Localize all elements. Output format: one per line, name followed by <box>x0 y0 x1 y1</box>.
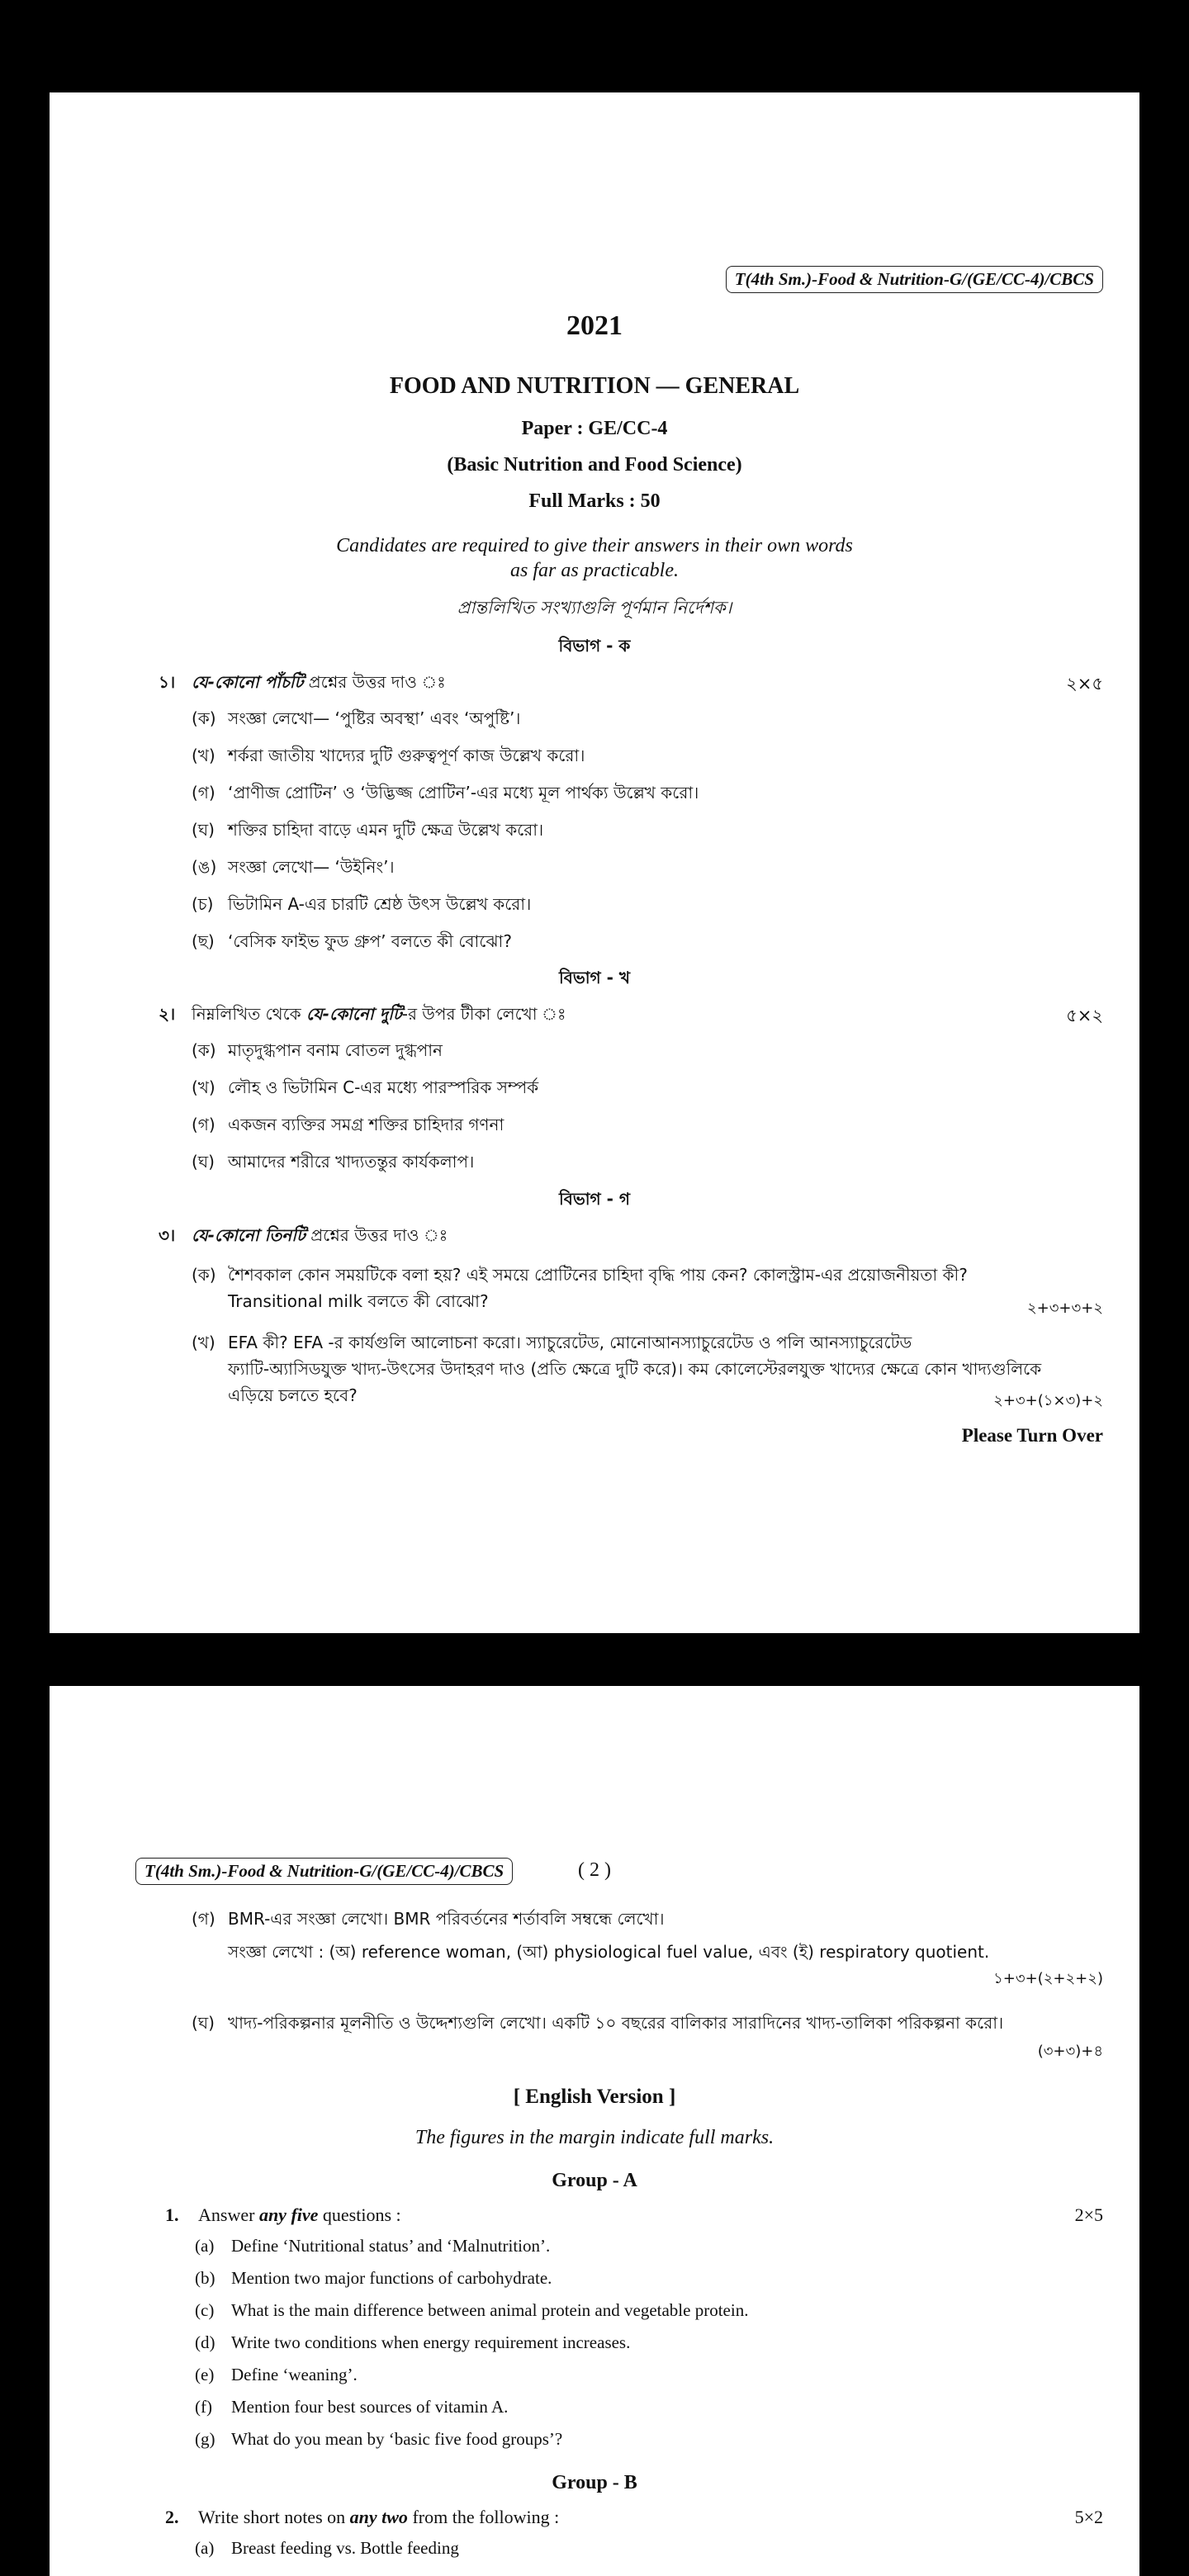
item-text: সংজ্ঞা লেখো— ‘উইনিং’। <box>228 857 395 877</box>
question-instruction: from the following : <box>407 2507 560 2527</box>
question-emphasis: any five <box>258 2204 319 2225</box>
item-label: (a) <box>195 2236 215 2256</box>
question-1-english-marks: 2×5 <box>1074 2204 1103 2225</box>
course-title: (Basic Nutrition and Food Science) <box>447 454 742 476</box>
item-label: (ঘ) <box>192 1152 215 1172</box>
item-text: লৌহ ও ভিটামিন C-এর মধ্যে পারস্পরিক সম্পর্ক <box>228 1077 539 1097</box>
question-3-kha-line-2: ফ্যাটি-অ্যাসিডযুক্ত খাদ্য-উৎসের উদাহরণ দাও (প্রতি ক্ষেত্রে দুটি করে)। কম কোলেস্টেরলযুক্ত খাদ্যের ক্ষেত্রে কোন খাদ্যগুলিকে <box>228 1359 1042 1379</box>
exam-page-1 <box>50 92 1139 1633</box>
question-item <box>195 2236 550 2256</box>
please-turn-over: Please Turn Over <box>961 1425 1103 1446</box>
question-instruction-pre: Answer <box>198 2204 259 2225</box>
paper-code-header: T(4th Sm.)-Food & Nutrition-G/(GE/CC-4)/CBCS <box>726 266 1103 293</box>
question-3-gha-marks: (৩+৩)+৪ <box>1037 2043 1103 2060</box>
item-text: শর্করা জাতীয় খাদ্যের দুটি গুরুত্বপূর্ণ কাজ উল্লেখ করো। <box>228 746 585 765</box>
margin-note-bengali: প্রান্তলিখিত সংখ্যাগুলি পূর্ণমান নির্দেশক। <box>457 598 732 618</box>
question-instruction: প্রশ্নের উত্তর দাও ঃ <box>305 1225 448 1245</box>
question-item <box>192 707 520 734</box>
question-item <box>192 818 543 845</box>
item-label: (ক) <box>192 1040 216 1060</box>
question-instruction: প্রশ্নের উত্তর দাও ঃ <box>303 672 446 692</box>
item-text: Define ‘weaning’. <box>231 2365 358 2384</box>
question-2-marks: ৫×২ <box>1066 1006 1103 1025</box>
item-label: (g) <box>195 2429 216 2449</box>
question-item <box>195 2429 562 2450</box>
question-1-marks: ২×৫ <box>1066 674 1103 694</box>
question-number: ৩। <box>159 1225 176 1245</box>
item-label: (চ) <box>192 894 214 914</box>
question-3-ka-line-1: শৈশবকাল কোন সময়টিকে বলা হয়? এই সময়ে প্রোটিনের চাহিদা বৃদ্ধি পায় কেন? কোলস্ট্রাম-এর প্রয়োজনীয়তা কী? <box>228 1265 968 1285</box>
item-label: (a) <box>195 2538 215 2558</box>
question-item <box>192 744 585 771</box>
question-instruction: questions : <box>318 2204 401 2225</box>
margin-note-english: The figures in the margin indicate full marks. <box>414 2127 775 2148</box>
group-heading-kha: বিভাগ - খ <box>558 968 631 987</box>
item-text: Mention two major functions of carbohydrate. <box>231 2268 552 2288</box>
question-item <box>192 1039 443 1066</box>
question-1-english <box>165 2204 401 2226</box>
exam-page-2 <box>50 1686 1139 2576</box>
question-item <box>192 893 531 920</box>
question-2-bengali <box>159 1002 566 1030</box>
paper-label: Paper : GE/CC-4 <box>521 418 668 439</box>
question-item <box>195 2538 459 2559</box>
exam-year: 2021 <box>566 310 623 341</box>
question-3-kha-line-3: এড়িয়ে চলতে হবে? <box>228 1385 358 1405</box>
item-text: What do you mean by ‘basic five food groups’? <box>231 2429 563 2449</box>
item-label: (ঘ) <box>192 820 215 840</box>
item-text: Define ‘Nutritional status’ and ‘Malnutrition’. <box>231 2236 551 2256</box>
question-3-kha-label: (খ) <box>192 1333 216 1352</box>
item-text: Breast feeding vs. Bottle feeding <box>231 2538 459 2558</box>
question-number: 2. <box>165 2507 179 2527</box>
question-instruction: -র উপর টীকা লেখো ঃ <box>401 1004 566 1024</box>
item-label: (গ) <box>192 1115 216 1134</box>
item-text: আমাদের শরীরে খাদ্যতন্তুর কার্যকলাপ। <box>228 1152 475 1172</box>
item-label: (গ) <box>192 783 216 803</box>
question-item <box>195 2365 358 2385</box>
item-text: ‘প্রাণীজ প্রোটিন’ ও ‘উদ্ভিজ্জ প্রোটিন’-এর মধ্যে মূল পার্থক্য উল্লেখ করো। <box>228 783 699 803</box>
item-label: (b) <box>195 2268 216 2288</box>
question-emphasis: যে-কোনো দুটি <box>306 1004 402 1024</box>
question-item <box>192 930 512 957</box>
question-item <box>195 2268 552 2289</box>
item-label: (খ) <box>192 1077 216 1097</box>
item-text: শক্তির চাহিদা বাড়ে এমন দুটি ক্ষেত্র উল্লেখ করো। <box>228 820 544 840</box>
question-3-ga-label: (গ) <box>192 1909 216 1929</box>
question-item <box>192 1076 538 1103</box>
item-text: Mention four best sources of vitamin A. <box>231 2397 509 2417</box>
instruction-line-1: Candidates are required to give their answers in their own words <box>336 535 853 556</box>
item-text: একজন ব্যক্তির সমগ্র শক্তির চাহিদার গণনা <box>228 1115 504 1134</box>
question-item <box>195 2397 508 2417</box>
subject-title: FOOD AND NUTRITION — GENERAL <box>389 373 800 399</box>
item-text: সংজ্ঞা লেখো— ‘পুষ্টির অবস্থা’ এবং ‘অপুষ্টি’। <box>228 708 521 728</box>
question-2-english-marks: 5×2 <box>1074 2507 1103 2527</box>
question-3-kha-line-1: EFA কী? EFA -র কার্যগুলি আলোচনা করো। স্যাচুরেটেড, মোনোআনস্যাচুরেটেড ও পলি আনস্যাচুরেটেড <box>228 1333 912 1352</box>
question-item <box>192 855 395 883</box>
question-instruction-pre: নিম্নলিখিত থেকে <box>192 1004 307 1024</box>
question-item <box>192 1150 474 1177</box>
group-heading-b: Group - B <box>552 2472 637 2493</box>
item-text: ভিটামিন A-এর চারটি শ্রেষ্ঠ উৎস উল্লেখ করো। <box>228 894 532 914</box>
question-3-gha-line-1: খাদ্য-পরিকল্পনার মূলনীতি ও উদ্দেশ্যগুলি লেখো। একটি ১০ বছরের বালিকার সারাদিনের খাদ্য-তালিকা পরিকল্পনা করো। <box>228 2013 1004 2033</box>
question-3-ga-line-2: সংজ্ঞা লেখো : (অ) reference woman, (আ) physiological fuel value, এবং (ই) respiratory quotient. <box>228 1942 990 1962</box>
instruction-line-2: as far as practicable. <box>510 560 679 581</box>
item-label: (f) <box>195 2397 212 2417</box>
english-version-title: [ English Version ] <box>513 2086 676 2108</box>
question-item <box>192 781 699 808</box>
question-item <box>195 2332 630 2353</box>
item-label: (c) <box>195 2300 215 2320</box>
question-3-ga-line-1: BMR-এর সংজ্ঞা লেখো। BMR পরিবর্তনের শর্তাবলি সম্বন্ধে লেখো। <box>228 1909 665 1929</box>
item-label: (d) <box>195 2332 216 2352</box>
question-2-english <box>165 2507 559 2528</box>
paper-code-header: T(4th Sm.)-Food & Nutrition-G/(GE/CC-4)/CBCS <box>135 1858 513 1885</box>
question-3-ka-line-2: Transitional milk বলতে কী বোঝো? <box>228 1291 489 1311</box>
question-item <box>192 1113 504 1140</box>
item-label: (ছ) <box>192 931 215 951</box>
question-number: 1. <box>165 2204 179 2225</box>
question-instruction-pre: Write short notes on <box>198 2507 350 2527</box>
item-label: (ক) <box>192 708 216 728</box>
full-marks: Full Marks : 50 <box>528 490 661 512</box>
question-1-bengali <box>159 670 446 698</box>
item-label: (ঙ) <box>192 857 217 877</box>
question-number: ২। <box>159 1004 176 1024</box>
item-text: Write two conditions when energy requirement increases. <box>231 2332 631 2352</box>
item-text: What is the main difference between animal protein and vegetable protein. <box>231 2300 749 2320</box>
group-heading-ga: বিভাগ - গ <box>559 1189 630 1209</box>
question-number: ১। <box>159 672 176 692</box>
question-item <box>195 2300 748 2321</box>
group-heading-a: Group - A <box>552 2170 637 2191</box>
question-3-ka-marks: ২+৩+৩+২ <box>1026 1300 1103 1317</box>
item-label: (খ) <box>192 746 216 765</box>
question-emphasis: যে-কোনো তিনটি <box>192 1225 306 1245</box>
question-3-gha-label: (ঘ) <box>192 2013 215 2033</box>
question-emphasis: যে-কোনো পাঁচটি <box>192 672 304 692</box>
item-label: (e) <box>195 2365 215 2384</box>
question-3-kha-marks: ২+৩+(১×৩)+২ <box>993 1392 1103 1409</box>
question-3-ka-label: (ক) <box>192 1265 216 1285</box>
question-emphasis: any two <box>349 2507 408 2527</box>
group-heading-ka: বিভাগ - ক <box>558 636 631 656</box>
item-text: মাতৃদুগ্ধপান বনাম বোতল দুগ্ধপান <box>228 1040 443 1060</box>
page-number: ( 2 ) <box>578 1859 611 1881</box>
item-text: ‘বেসিক ফাইভ ফুড গ্রুপ’ বলতে কী বোঝো? <box>228 931 512 951</box>
question-3-bengali <box>159 1224 448 1251</box>
question-3-ga-marks: ১+৩+(২+২+২) <box>993 1970 1103 1987</box>
